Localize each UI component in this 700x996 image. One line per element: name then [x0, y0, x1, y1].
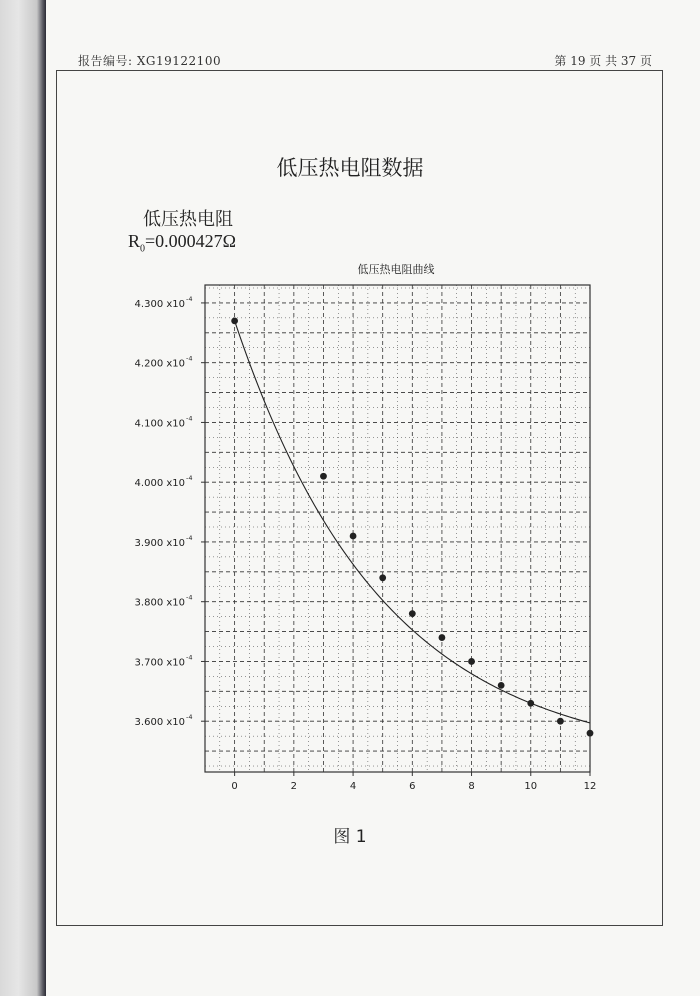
y-tick-label: 4.200 x10 — [134, 358, 185, 370]
x-tick-label: 4 — [349, 781, 357, 792]
y-tick-exponent: -4 — [186, 593, 193, 602]
y-tick-label: 3.900 x10 — [134, 537, 185, 549]
document-title: 低压热电阻数据 — [276, 156, 424, 180]
data-point — [557, 718, 564, 725]
grid-layer — [205, 285, 590, 772]
y-tick-label: 3.800 x10 — [134, 597, 185, 609]
data-point — [409, 610, 416, 617]
data-point — [498, 682, 505, 689]
axis-layer — [135, 295, 597, 792]
r0-subscript: 0 — [140, 243, 146, 255]
data-point — [527, 700, 534, 707]
x-tick-label: 8 — [468, 781, 475, 792]
data-point — [587, 730, 594, 737]
report-number-label: 报告编号: — [78, 54, 133, 68]
y-tick-exponent: -4 — [186, 414, 193, 423]
y-tick-exponent: -4 — [186, 294, 193, 303]
x-tick-label: 6 — [409, 781, 416, 792]
y-tick-exponent: -4 — [186, 713, 193, 722]
data-point — [320, 473, 327, 480]
data-point — [468, 658, 475, 665]
figure-caption: 图 1 — [333, 827, 367, 847]
x-tick-label: 2 — [290, 781, 298, 792]
plot-area — [205, 285, 590, 772]
data-point — [231, 317, 238, 324]
x-tick-label: 0 — [231, 781, 238, 792]
x-tick-label: 10 — [524, 781, 538, 792]
r0-symbol: R — [128, 231, 141, 251]
y-tick-exponent: -4 — [186, 653, 193, 662]
fit-curve — [235, 321, 590, 723]
page-info: 第 19 页 共 37 页 — [554, 54, 652, 68]
y-tick-label: 4.000 x10 — [134, 478, 185, 490]
data-point — [379, 574, 386, 581]
data-point — [350, 533, 357, 540]
r0-value: =0.000427Ω — [145, 231, 237, 251]
y-tick-label: 4.100 x10 — [134, 418, 185, 430]
y-tick-exponent: -4 — [186, 533, 193, 542]
y-tick-label: 3.600 x10 — [134, 717, 185, 729]
x-tick-label: 12 — [583, 781, 597, 792]
y-tick-exponent: -4 — [186, 474, 193, 483]
chart-title: 低压热电阻曲线 — [357, 263, 435, 276]
fit-curve-layer — [235, 321, 590, 723]
y-tick-exponent: -4 — [186, 354, 193, 363]
report-number-value: XG19122100 — [136, 54, 222, 68]
data-point — [439, 634, 446, 641]
y-tick-label: 4.300 x10 — [134, 298, 185, 310]
section-heading: 低压热电阻 — [143, 209, 233, 230]
y-tick-label: 3.700 x10 — [134, 657, 185, 669]
